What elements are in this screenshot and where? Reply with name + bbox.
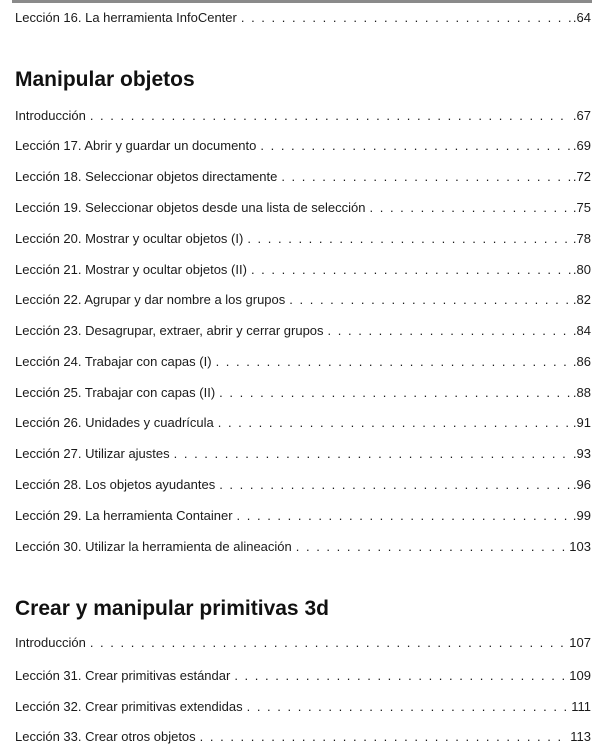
section-heading: Manipular objetos — [15, 68, 195, 91]
toc-entry-page: .91 — [572, 415, 591, 430]
dot-leader — [234, 667, 567, 685]
dot-leader — [328, 322, 571, 340]
toc-entry-label: Lección 18. Seleccionar objetos directamente — [15, 169, 278, 184]
top-rule — [12, 0, 592, 3]
dot-leader — [296, 538, 568, 556]
toc-entry-label: Lección 27. Utilizar ajustes — [15, 446, 170, 461]
dot-leader — [237, 507, 571, 525]
toc-entry-page: .80 — [572, 262, 591, 277]
toc-entry-label: Lección 33. Crear otros objetos — [15, 729, 196, 744]
toc-entry — [15, 137, 591, 155]
toc-entry — [15, 353, 591, 371]
toc-entry — [15, 230, 591, 248]
dot-leader — [216, 353, 571, 371]
toc-entry — [15, 322, 591, 340]
toc-entry-label: Introducción — [15, 108, 86, 123]
dot-leader — [218, 414, 571, 432]
toc-entry — [15, 728, 591, 746]
toc-entry — [15, 698, 591, 716]
toc-entry-label: Lección 24. Trabajar con capas (I) — [15, 354, 212, 369]
toc-entry — [15, 168, 591, 186]
toc-entry-page: 109 — [569, 668, 591, 683]
toc-entry-page: 107 — [569, 635, 591, 650]
toc-entry-page: 103 — [569, 539, 591, 554]
toc-entry-label: Introducción — [15, 635, 86, 650]
toc-entry-label: Lección 31. Crear primitivas estándar — [15, 668, 231, 683]
toc-entry — [15, 507, 591, 525]
dot-leader — [247, 230, 571, 248]
toc-entry-label: Lección 23. Desagrupar, extraer, abrir y cerrar grupos — [15, 323, 324, 338]
dot-leader — [247, 698, 570, 716]
toc-entry — [15, 538, 591, 556]
toc-entry-page: .78 — [572, 231, 591, 246]
dot-leader — [174, 445, 571, 463]
toc-entry — [15, 261, 591, 279]
dot-leader — [200, 728, 569, 746]
toc-entry-label: Lección 21. Mostrar y ocultar objetos (II) — [15, 262, 247, 277]
toc-entry-label: Lección 20. Mostrar y ocultar objetos (I) — [15, 231, 244, 246]
toc-entry-page: .82 — [572, 292, 591, 307]
dot-leader — [219, 476, 571, 494]
toc-entry-label: Lección 28. Los objetos ayudantes — [15, 477, 216, 492]
toc-entry-page: .88 — [572, 385, 591, 400]
toc-entry — [15, 384, 591, 402]
dot-leader — [289, 291, 571, 309]
dot-leader — [90, 634, 567, 652]
toc-entry-label: Lección 26. Unidades y cuadrícula — [15, 415, 214, 430]
toc-entry-label: Lección 29. La herramienta Container — [15, 508, 233, 523]
toc-entry — [15, 667, 591, 685]
toc-entry — [15, 199, 591, 217]
dot-leader — [281, 168, 571, 186]
toc-entry — [15, 291, 591, 309]
toc-entry-page: .93 — [572, 446, 591, 461]
toc-entry-page: .84 — [572, 323, 591, 338]
toc-entry-label: Lección 17. Abrir y guardar un documento — [15, 138, 257, 153]
dot-leader — [251, 261, 571, 279]
dot-leader — [370, 199, 571, 217]
toc-entry — [15, 414, 591, 432]
toc-entry-label: Lección 32. Crear primitivas extendidas — [15, 699, 243, 714]
dot-leader — [241, 9, 571, 27]
toc-entry — [15, 9, 591, 27]
toc-entry-label: Lección 25. Trabajar con capas (II) — [15, 385, 216, 400]
toc-entry-label: Lección 22. Agrupar y dar nombre a los grupos — [15, 292, 286, 307]
toc-entry — [15, 476, 591, 494]
section-heading: Crear y manipular primitivas 3d — [15, 597, 329, 620]
toc-entry-page: .67 — [572, 108, 591, 123]
toc-entry-page: 113 — [570, 729, 591, 744]
dot-leader — [90, 107, 571, 125]
toc-entry-page: .86 — [572, 354, 591, 369]
toc-entry-page: .72 — [572, 169, 591, 184]
toc-entry-page: 111 — [571, 699, 591, 714]
toc-entry — [15, 107, 591, 125]
toc-entry-page: .96 — [572, 477, 591, 492]
toc-entry-label: Lección 16. La herramienta InfoCenter — [15, 10, 237, 25]
dot-leader — [219, 384, 571, 402]
toc-entry-label: Lección 30. Utilizar la herramienta de alineación — [15, 539, 292, 554]
toc-entry-page: .64 — [572, 10, 591, 25]
toc-entry-page: .99 — [572, 508, 591, 523]
toc-entry-page: .69 — [572, 138, 591, 153]
toc-entry-label: Lección 19. Seleccionar objetos desde una lista de selección — [15, 200, 366, 215]
toc-entry-page: .75 — [572, 200, 591, 215]
dot-leader — [260, 137, 571, 155]
toc-entry — [15, 445, 591, 463]
toc-entry — [15, 634, 591, 652]
